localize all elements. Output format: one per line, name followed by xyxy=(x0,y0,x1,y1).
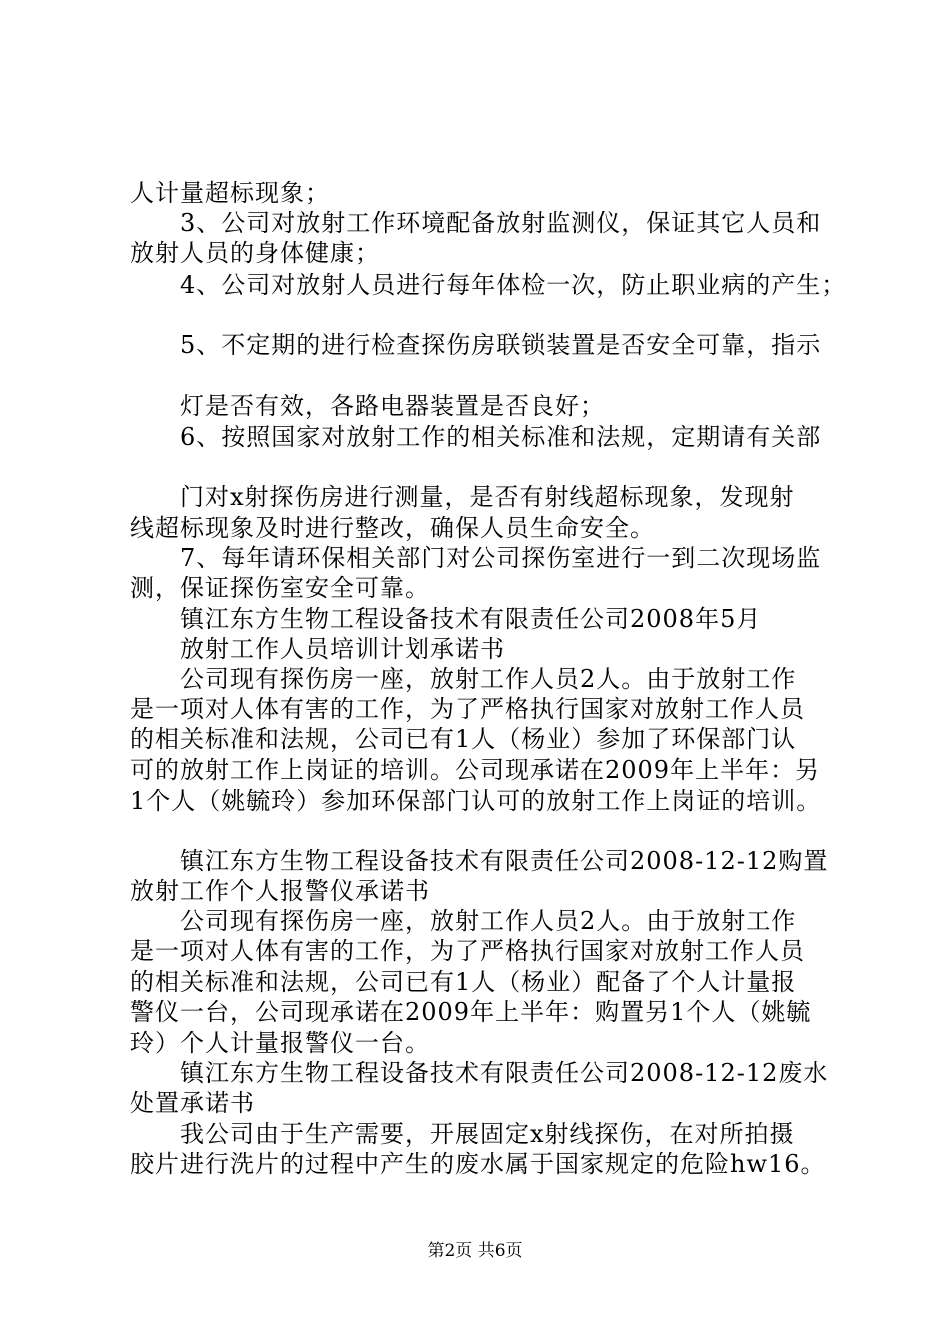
text-line: 的相关标准和法规，公司已有1人（杨业）参加了环保部门认 xyxy=(130,725,797,753)
text-line: 镇江东方生物工程设备技术有限责任公司2008-12-12购置 xyxy=(180,847,829,875)
text-line: 镇江东方生物工程设备技术有限责任公司2008年5月 xyxy=(180,605,762,633)
text-line: 6、按照国家对放射工作的相关标准和法规，定期请有关部 xyxy=(180,423,822,451)
text-line: 是一项对人体有害的工作，为了严格执行国家对放射工作人员 xyxy=(130,695,805,723)
text-line: 3、公司对放射工作环境配备放射监测仪，保证其它人员和 xyxy=(180,209,822,237)
text-line: 镇江东方生物工程设备技术有限责任公司2008-12-12废水 xyxy=(180,1059,829,1087)
text-line: 测，保证探伤室安全可靠。 xyxy=(130,574,430,602)
text-line: 灯是否有效，各路电器装置是否良好； xyxy=(180,392,605,420)
text-line: 警仪一台，公司现承诺在2009年上半年：购置另1个人（姚毓 xyxy=(130,998,812,1026)
text-line: 4、公司对放射人员进行每年体检一次，防止职业病的产生； xyxy=(180,271,847,299)
page-number-footer: 第2页 共6页 xyxy=(427,1241,523,1261)
text-line: 处置承诺书 xyxy=(130,1089,255,1117)
text-line: 线超标现象及时进行整改，确保人员生命安全。 xyxy=(130,514,655,542)
text-line: 放射工作人员培训计划承诺书 xyxy=(180,635,505,663)
text-line: 门对x射探伤房进行测量，是否有射线超标现象，发现射 xyxy=(180,483,795,511)
text-line: 可的放射工作上岗证的培训。公司现承诺在2009年上半年：另 xyxy=(130,756,821,784)
text-line: 的相关标准和法规，公司已有1人（杨业）配备了个人计量报 xyxy=(130,968,797,996)
text-line: 放射工作个人报警仪承诺书 xyxy=(130,877,430,905)
text-line: 玲）个人计量报警仪一台。 xyxy=(130,1029,430,1057)
text-line: 公司现有探伤房一座，放射工作人员2人。由于放射工作 xyxy=(180,665,797,693)
text-line: 放射人员的身体健康； xyxy=(130,239,380,267)
text-line: 5、不定期的进行检查探伤房联锁装置是否安全可靠，指示 xyxy=(180,331,822,359)
text-line: 人计量超标现象； xyxy=(130,179,330,207)
text-line: 公司现有探伤房一座，放射工作人员2人。由于放射工作 xyxy=(180,907,797,935)
text-line: 1个人（姚毓玲）参加环保部门认可的放射工作上岗证的培训。 xyxy=(130,787,822,815)
text-line: 胶片进行洗片的过程中产生的废水属于国家规定的危险hw16。 xyxy=(130,1150,826,1178)
text-line: 我公司由于生产需要，开展固定x射线探伤，在对所拍摄 xyxy=(180,1120,795,1148)
text-line: 是一项对人体有害的工作，为了严格执行国家对放射工作人员 xyxy=(130,937,805,965)
text-line: 7、每年请环保相关部门对公司探伤室进行一到二次现场监 xyxy=(180,544,822,572)
